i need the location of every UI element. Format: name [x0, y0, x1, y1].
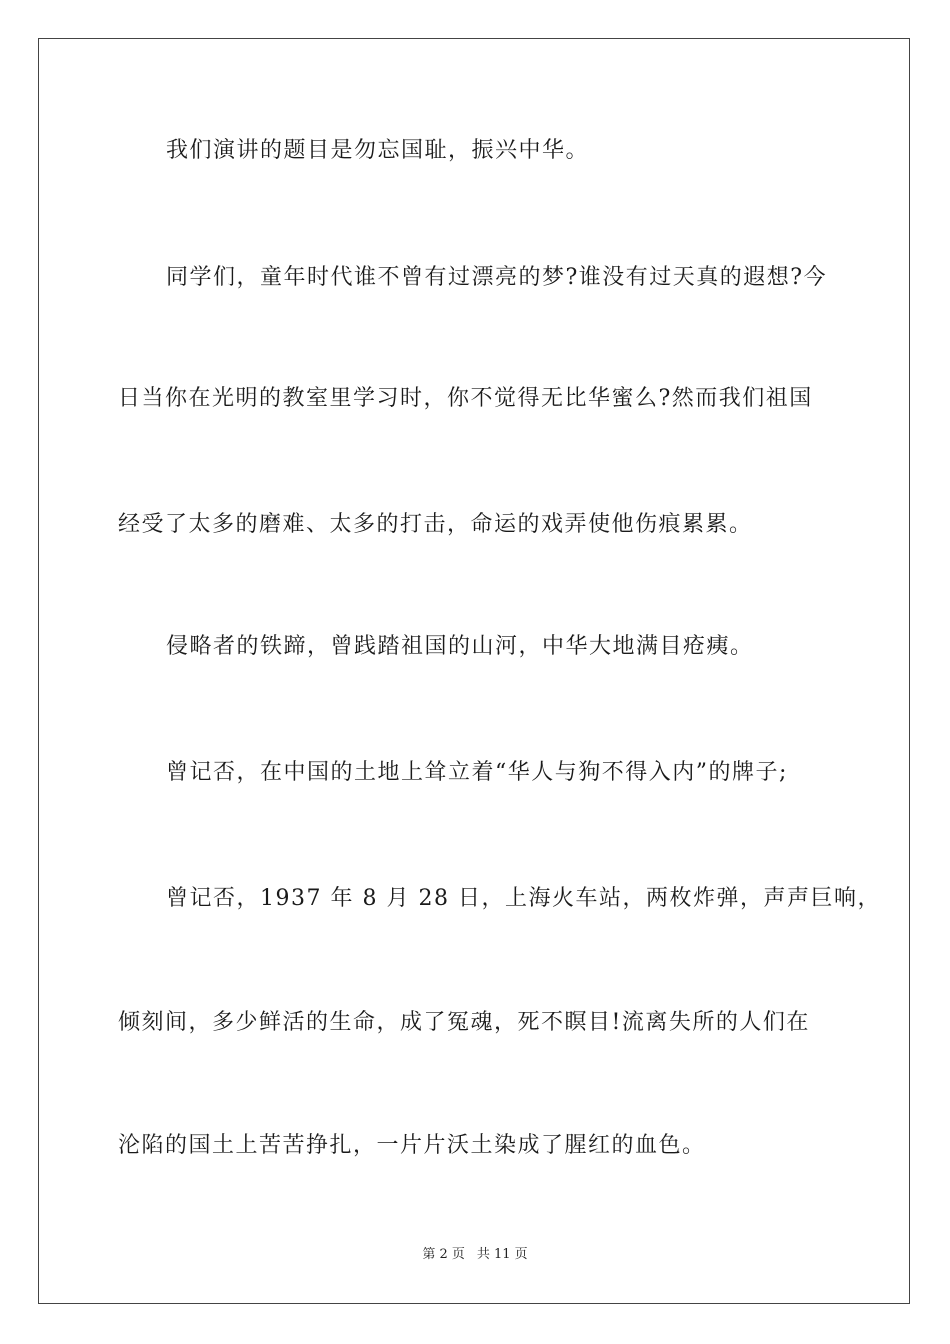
paragraph-3-line-1: 侵略者的铁蹄，曾践踏祖国的山河，中华大地满目疮痍。: [166, 634, 754, 659]
paragraph-2-line-1: 同学们，童年时代谁不曾有过漂亮的梦?谁没有过天真的遐想?今: [166, 265, 828, 290]
page-total: 共 11 页: [476, 1247, 528, 1262]
paragraph-4-line-1: 曾记否，在中国的土地上耸立着“华人与狗不得入内”的牌子;: [166, 760, 788, 785]
paragraph-1-line-1: 我们演讲的题目是勿忘国耻，振兴中华。: [166, 138, 590, 163]
page-border: [38, 38, 910, 1304]
paragraph-2-line-3: 经受了太多的磨难、太多的打击，命运的戏弄使他伤痕累累。: [118, 512, 753, 537]
paragraph-5-line-3: 沦陷的国土上苦苦挣扎，一片片沃土染成了腥红的血色。: [118, 1133, 706, 1158]
page-footer: [0, 1246, 950, 1264]
paragraph-5-line-1: 曾记否，1937 年 8 月 28 日，上海火车站，两枚炸弹，声声巨响，: [166, 886, 881, 911]
page-number: 第 2 页: [422, 1247, 465, 1262]
paragraph-2-line-2: 日当你在光明的教室里学习时，你不觉得无比华蜜么?然而我们祖国: [118, 386, 813, 411]
paragraph-5-line-2: 倾刻间，多少鲜活的生命，成了冤魂，死不瞑目!流离失所的人们在: [118, 1010, 810, 1035]
